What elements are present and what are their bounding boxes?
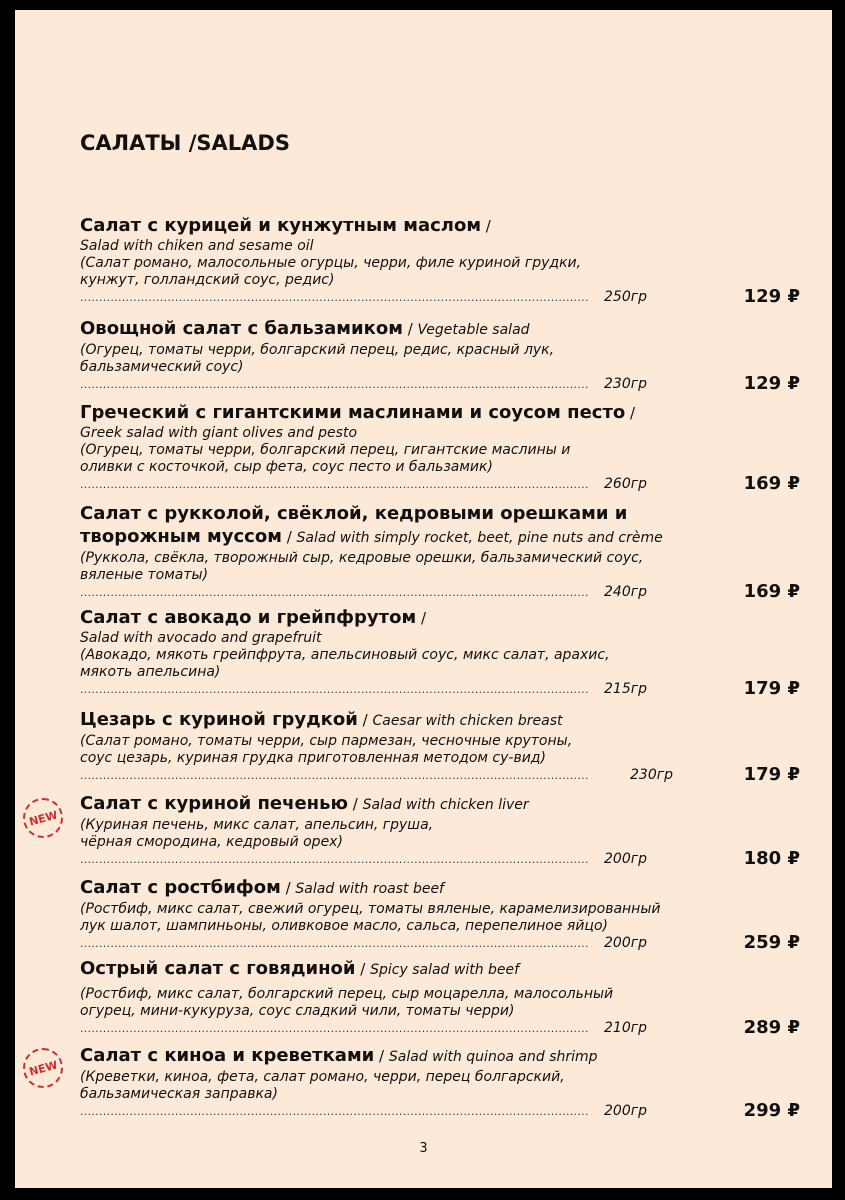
item-price: 259 ₽ (743, 932, 800, 953)
item-weight: 210гр (604, 1020, 647, 1036)
item-separator: / (281, 528, 297, 546)
item-name: Салат с рукколой, свёклой, кедровыми орешками и (80, 503, 628, 524)
item-separator: / (347, 795, 363, 813)
item-price: 289 ₽ (743, 1017, 800, 1038)
menu-item (80, 317, 800, 393)
item-price: 180 ₽ (743, 848, 800, 869)
page-number: 3 (419, 1141, 428, 1156)
item-description: (Ростбиф, микс салат, болгарский перец, сыр моцарелла, малосольный огурец, мини-кукуруза, соус сладкий чили, томаты черри) (80, 986, 614, 1019)
item-english-name: Salad with simply rocket, beet, pine nuts and crème (296, 530, 663, 546)
item-description: (Руккола, свёкла, творожный сыр, кедровые орешки, бальзамический соус, вяленые томаты) (80, 550, 644, 583)
item-description: (Салат романо, томаты черри, сыр пармезан, чесночные крутоны, соус цезарь, куриная грудка приготовленная методом су-вид) (80, 733, 573, 766)
item-description: (Ростбиф, микс салат, свежий огурец, томаты вяленые, карамелизированный лук шалот, шампиньоны, оливковое масло, сальса, перепелиное яйцо) (80, 901, 661, 934)
item-name: Овощной салат с бальзамиком (80, 318, 403, 339)
item-weight: 240гр (604, 584, 647, 600)
leader-dots: ...................................................................................................................................... (80, 586, 589, 599)
item-description: (Салат романо, малосольные огурцы, черри, филе куриной грудки, кунжут, голландский соус, редис) (80, 255, 582, 288)
item-separator: / (481, 217, 491, 235)
item-separator: / (280, 879, 296, 897)
item-weight: 230гр (630, 767, 673, 783)
menu-item (80, 214, 800, 306)
item-price: 129 ₽ (743, 373, 800, 394)
item-name: Салат с ростбифом (80, 877, 281, 898)
item-english-name: Salad with avocado and grapefruit (80, 630, 322, 646)
leader-dots: ...................................................................................................................................... (80, 378, 589, 391)
leader-dots: ...................................................................................................................................... (80, 769, 589, 782)
item-english-name: Spicy salad with beef (370, 962, 520, 978)
menu-item (80, 606, 800, 698)
item-price: 169 ₽ (743, 581, 800, 602)
item-weight: 200гр (604, 851, 647, 867)
item-description: (Огурец, томаты черри, болгарский перец, редис, красный лук, бальзамический соус) (80, 342, 555, 375)
item-weight: 200гр (604, 935, 647, 951)
item-weight: 230гр (604, 376, 647, 392)
item-english-name: Caesar with chicken breast (372, 713, 563, 729)
item-description: (Куриная печень, микс салат, апельсин, груша, чёрная смородина, кедровый орех) (80, 817, 434, 850)
section-title: САЛАТЫ /SALADS (80, 131, 290, 155)
menu-item (80, 502, 800, 601)
item-weight: 260гр (604, 476, 647, 492)
item-description: (Авокадо, мякоть грейпфрута, апельсиновый соус, микс салат, арахис, мякоть апельсина) (80, 647, 610, 680)
item-name: Салат с киноа и креветками (80, 1045, 375, 1066)
leader-dots: ...................................................................................................................................... (80, 478, 589, 491)
item-name: Цезарь с куриной грудкой (80, 709, 358, 730)
menu-item (80, 876, 800, 952)
item-price: 179 ₽ (743, 678, 800, 699)
item-separator: / (374, 1047, 389, 1065)
item-weight: 250гр (604, 289, 647, 305)
item-name: Салат с авокадо и грейпфрутом (80, 607, 417, 628)
item-price: 299 ₽ (743, 1100, 800, 1121)
leader-dots: ...................................................................................................................................... (80, 683, 589, 696)
item-name: Салат с куриной печенью (80, 793, 348, 814)
item-price: 169 ₽ (743, 473, 800, 494)
item-description: (Креветки, киноа, фета, салат романо, черри, перец болгарский, бальзамическая заправка) (80, 1069, 565, 1102)
leader-dots: ...................................................................................................................................... (80, 1022, 589, 1035)
menu-item (80, 708, 800, 784)
menu-item (80, 1044, 800, 1120)
leader-dots: ...................................................................................................................................... (80, 1105, 589, 1118)
item-separator: / (625, 404, 636, 422)
menu-item (80, 401, 800, 493)
leader-dots: ...................................................................................................................................... (80, 853, 589, 866)
item-name-cont: творожным муссом (80, 526, 282, 547)
item-english-name: Salad with chicken liver (362, 797, 529, 813)
item-weight: 215гр (604, 681, 647, 697)
item-separator: / (355, 960, 371, 978)
item-price: 179 ₽ (743, 764, 800, 785)
item-english-name: Greek salad with giant olives and pesto (80, 425, 358, 441)
new-badge-icon: NEW (23, 798, 63, 838)
menu-item (80, 792, 800, 868)
item-name: Острый салат с говядиной (80, 958, 356, 979)
item-price: 129 ₽ (743, 286, 800, 307)
item-description: (Огурец, томаты черри, болгарский перец, гигантские маслины и оливки с косточкой, сыр фета, соус песто и бальзамик) (80, 442, 571, 475)
item-english-name: Salad with roast beef (295, 881, 444, 897)
leader-dots: ...................................................................................................................................... (80, 291, 589, 304)
item-english-name: Salad with quinoa and shrimp (388, 1049, 598, 1065)
leader-dots: ...................................................................................................................................... (80, 937, 589, 950)
item-english-name: Vegetable salad (417, 322, 530, 338)
item-name: Салат с курицей и кунжутным маслом (80, 215, 482, 236)
item-name: Греческий с гигантскими маслинами и соусом песто (80, 402, 626, 423)
new-badge-icon: NEW (23, 1048, 63, 1088)
item-separator: / (357, 711, 373, 729)
item-separator: / (416, 609, 427, 627)
menu-item (80, 957, 800, 1037)
item-separator: / (402, 320, 418, 338)
menu-page (15, 10, 832, 1188)
item-weight: 200гр (604, 1103, 647, 1119)
item-english-name: Salad with chiken and sesame oil (80, 238, 314, 254)
